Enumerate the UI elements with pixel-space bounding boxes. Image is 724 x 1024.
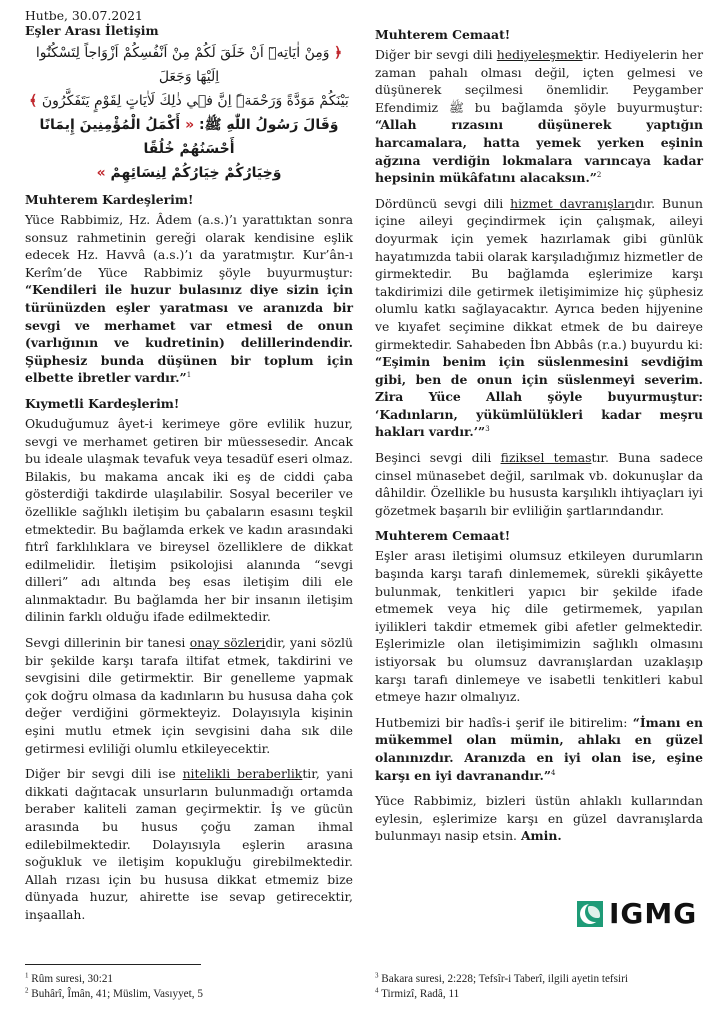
paragraph: Sevgi dillerinin bir tanesi onay sözleridir, yani sözlü bir şekilde karşı tarafa iltifat etmek, takdirini ve sevgisini dile getirmektir. Bir genelleme yapmak çok doğru olmasa da kadınların bu hususa daha çok değer verdiğini görmekteyiz. Dolayısıyla kişinin eşini mutlu etmek için sevgisini daha sık dile getirmesi evliliği olumlu etkileyecektir. (25, 635, 353, 756)
arabic-verse-block (25, 41, 353, 185)
paragraph: Okuduğumuz âyet-i kerimeye göre evlilik huzur, sevgi ve merhamet getiren bir müessesedir. Ancak bu ideale ulaşmak tevafuk veya tesadüf eseri olmaz. Bilakis, bu makama ancak iki eş de ciddi çaba gösterdiği takdirde ulaşılabilir. Sosyal beceriler ve özellikle sağlıklı iletişim bu çabaların esasını teşkil etmektedir. Bu bağlamda erkek ve kadın arasındaki fıtrî farklılıklara ve bireysel özelliklere de dikkat edilmelidir. İletişim psikolojisi alanında “sevgi dilleri” adı altında beş esas iletişim dili ele alınmaktadır. Bu bağlamda her bir insanın iletişim dilinin farklı olduğu ifade edilmektedir. (25, 415, 353, 625)
section-heading: Muhterem Kardeşlerim! (25, 192, 194, 207)
left-column (25, 0, 353, 932)
footnote: $^2$ Buhârî, Îmân, 41; Müslim, Vasıyyet, 5 (25, 986, 203, 1000)
paragraph: Diğer bir sevgi dili hediyeleşmektir. Hediyelerin her zaman pahalı olması değil, içten gelmesi ve düşünerek seçilmesi önemlidir. Peygamber Efendimiz ﷺ bu bağlamda şöyle buyurmuştur: “Allah rızasını düşünerek yaptığın harcamalara, hatta yemek yerken eşinin ağzına verdiğin lokmalara varıncaya kadar hepsinin mükâfatını alacaksın.”$^2$ (375, 47, 703, 186)
footnote-ref: 4 (550, 768, 556, 777)
companion-quote: “Eşimin benim için süslenmesini sevdiğim gibi, ben de onun için süslenmeyi severim. Zira Yüce Allah şöyle buyurmuştur: ‘Kadınların, yükümlülükleri kadar meşru hakları vardır.’” (375, 354, 703, 440)
footnotes-left (25, 972, 203, 1002)
footnote-ref: 2 (596, 171, 602, 180)
love-language-term: onay sözleri (189, 635, 266, 651)
paragraph: Dördüncü sevgi dili hizmet davranışlarıdır. Bunun içine aileyi geçindirmek için çalışmak, aileyi doyurmak için yemek hazırlamak gibi günlük hayatımızda tabii olarak karşıladığımız hizmetler de girmektedir. Bu bağlamda eşlerimize karşı takdirimizi dile getirmek iletişimimize hiç şüphesiz olumlu katkı sağlayacaktır. Ayrıca beden hijyenine ve kıyafet seçimine dikkat etmek de bu daireye girmektedir. Sahabeden İbn Abbâs (r.a.) buyurdu ki: “Eşimin benim için süslenmesini sevdiğim gibi, ben de onun için süslenmeyi severim. Zira Yüce Allah şöyle buyurmuştur: ‘Kadınların, yükümlülükleri kadar meşru hakları vardır.’”$^3$ (375, 195, 704, 440)
arabic-verse-line-2: بَيْنَكُمْ مَوَدَّةً وَرَحْمَةًۜ اِنَّ ف۪ي ذٰلِكَ لَاٰيَاتٍ لِقَوْمٍ يَتَفَكَّرُونَ ﴾ (29, 93, 349, 109)
footnote-divider (25, 964, 201, 965)
paragraph: Yüce Rabbimiz, bizleri üstün ahlaklı kullarından eylesin, eşlerimize karşı en güzel davranışlarda bulunmayı nasip etsin. Amin. (375, 793, 703, 844)
amin-text: Amin. (520, 828, 562, 844)
footnote-ref: 3 (485, 425, 490, 434)
hadith-quote: “Allah rızasını düşünerek yaptığın harcamalara, hatta yemek yerken eşinin ağzına verdiğin lokmalara varıncaya kadar hepsinin mükâfatını alacaksın.” (375, 117, 703, 186)
paragraph: Diğer bir sevgi dili ise nitelikli beraberliktir, yani dikkati dağıtacak unsurların bulunmadığı ortamda beraber kaliteli zaman geçirmektir. İş ve gücün arasında bu husus çoğu zaman ihmal edilebilmektedir. Dolayısıyla eşlerin arasına soğukluk ve iletişim kopukluğu girebilmektedir. Allah rızası için bu hususa dikkat etmemiz bize dünyada huzur, ahirette ise sevap getirecektir, inşaallah. (25, 766, 354, 922)
paragraph: Hutbemizi bir hadîs-i şerif ile bitirelim: “İmanı en mükemmel olan mümin, ahlakı en güzel olanınızdır. Aranızda en iyi olan ise, eşine karşı en iyi davranandır.”$^4$ (375, 714, 703, 783)
section-heading: Muhterem Cemaat! (375, 27, 511, 42)
footnote: $^1$ Rûm suresi, 30:21 (25, 971, 114, 985)
love-language-term: hizmet davranışları (510, 195, 635, 211)
love-language-term: nitelikli beraberlik (182, 766, 303, 782)
sermon-date: Hutbe, 30.07.2021 (25, 8, 143, 23)
arabic-hadith-line-2: وَخِيَارُكُمْ خِيَارُكُمْ لِنِسَائِهِمْ » (96, 165, 282, 181)
love-language-term: fiziksel temas (500, 450, 592, 466)
verse-open-bracket-icon: ﴿ (333, 45, 343, 61)
igmg-logo (577, 897, 698, 930)
paragraph: Beşinci sevgi dili fiziksel temastır. Buna sadece cinsel münasebet değil, sarılmak vb. dokunuşlar da dâhildir. Özellikle bu hususta karşılıklı ihtiyaçları iyi gözetmek başarılı bir evliliğin şartlarındandır. (375, 450, 703, 518)
hadith-close-bracket-icon: » (96, 165, 106, 181)
hadith-open-bracket-icon: « (185, 117, 195, 133)
love-language-term: hediyeleşmek (496, 47, 583, 62)
verse-close-bracket-icon: ﴾ (29, 93, 38, 109)
footnote-ref: 1 (186, 371, 192, 380)
arabic-hadith-line-1: وَقَالَ رَسُولُ اللّٰهِ ﷺ: « أَكْمَلُ الْمُؤْمِنِينَ إِيمَانًا أَحْسَنُهُمْ خُلُقًا (39, 117, 339, 157)
igmg-crescent-logo-icon (577, 901, 603, 927)
right-column (375, 4, 703, 853)
section-heading: Kıymetli Kardeşlerim! (25, 395, 180, 411)
footnote: $^3$ Bakara suresi, 2:228; Tefsîr-i Taberî, ilgili ayetin tefsiri (375, 971, 628, 985)
footnotes-right (375, 972, 628, 1002)
arabic-verse-line-1: ﴿ وَمِنْ اٰيَاتِه۪ٓ اَنْ خَلَقَ لَكُمْ مِنْ اَنْفُسِكُمْ اَزْوَاجاً لِتَسْكُنُٓوا اِلَيْهَا وَجَعَلَ (35, 45, 343, 85)
footnote: $^4$ Tirmizî, Radâ, 11 (375, 986, 460, 1000)
paragraph: Yüce Rabbimiz, Hz. Âdem (a.s.)’ı yarattıktan sonra sonsuz rahmetinin gereği olarak kendisine eşlik edecek Hz. Havvâ (a.s.)’ı da yaratmıştır. Kur’ân-ı Kerîm’de Yüce Rabbimiz şöyle buyurmuştur: “Kendileri ile huzur bulasınız diye sizin için türünüzden eşler yaratması ve aranızda bir sevgi ve merhamet var etmesi de onun (varlığının ve kudretinin) delillerindendir. Şüphesiz bunda düşünen bir toplum için elbette ibretler vardır.”$^1$ (25, 212, 353, 386)
sermon-title: Eşler Arası İletişim (25, 23, 159, 38)
section-heading: Muhterem Cemaat! (375, 528, 511, 544)
hadith-quote: “İmanı en mükemmel olan mümin, ahlakı en güzel olanınızdır. Aranızda en iyi olan ise, eşine karşı en iyi davranandır.” (375, 714, 703, 783)
quran-quote: “Kendileri ile huzur bulasınız diye sizin için türünüzden eşler yaratması ve aranızda bir sevgi ve merhamet var etmesi de onun (varlığının ve kudretinin) delillerindendir. Şüphesiz bunda düşünen bir toplum için elbette ibretler vardır.” (25, 282, 353, 386)
paragraph: Eşler arası iletişimi olumsuz etkileyen durumların başında karşı tarafı dinlememek, sürekli şikâyette bulunmak, tenkitleri yapıcı bir şekilde ifade etmemek veya hiç dile getirmemek, yapılan iyilikleri takdir etmemek gibi afetler gelmektedir. Eşlerimizle olan iletişimimizin sağlıklı olmasını istiyorsak bu olumsuz davranışlardan uzaklaşıp karşı tarafı dinlemeye ve isabetli tenkitleri kabul etmeye hazır olmalıyız. (375, 548, 703, 705)
logo-text: IGMG (609, 897, 698, 930)
